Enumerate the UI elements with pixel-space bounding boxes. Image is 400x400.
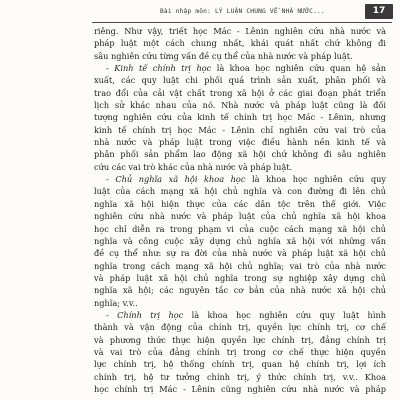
- text-line: riêng. Như vậy, triết học Mác - Lênin nghiên cứu nhà nước và: [94, 26, 386, 36]
- line-text: là khoa học nghiên cứu quy: [245, 174, 386, 185]
- text-line: nghĩa xã hội; các nguyên tắc cơ bản của nhà nước xã hội chủ: [94, 285, 386, 296]
- text-line: tượng nghiên cứu của kinh tế chính trị học Mác - Lênin, nhưng: [94, 112, 386, 123]
- text-line: - Chính trị học là khoa học nghiên cứu quy luật hình: [106, 309, 386, 320]
- text-line: cứu các vai trò khác của nhà nước và pháp luật.: [94, 161, 293, 172]
- text-line: phân phối sản phẩm lao động xã hội chứ không đi sâu nghiên: [94, 149, 386, 160]
- text-line: trao đổi của cải vật chất trong xã hội ở các giai đoạn phát triển: [94, 87, 386, 98]
- defined-term: Kinh tế chính trị học: [114, 63, 212, 74]
- text-line: học chỉ diễn ra trong phạm vi của cuộc cách mạng xã hội chủ: [94, 223, 386, 234]
- text-line: và phương thức thực hiện quyền lực chính trị, đảng chính trị: [94, 334, 386, 345]
- paragraph: [94, 25, 386, 62]
- text-line: học chính trị Mác - Lênin cũng nghiên cứu nhà nước và pháp: [94, 383, 386, 394]
- paragraph: [94, 173, 386, 309]
- page-number: 17: [365, 4, 393, 19]
- text-line: chính trị, hệ tư tưởng chính trị, ý thức chính trị, v.v.. Khoa: [94, 371, 386, 382]
- paragraph: [94, 62, 386, 173]
- line-text: là khoa học nghiên cứu quan hệ sản: [211, 63, 386, 74]
- page-header: [0, 2, 400, 22]
- text-line: thành và vận động của chính trị, quyền lực chính trị, cơ chế: [94, 322, 386, 333]
- text-line: - Chủ nghĩa xã hội khoa học là khoa học nghiên cứu quy: [106, 174, 386, 185]
- text-line: lực chính trị, hệ thống chính trị, quan hệ chính trị, lợi ích: [94, 359, 386, 370]
- text-line: pháp luật một cách chung nhất, khái quát nhất chứ không đi: [94, 38, 386, 49]
- text-line: nghĩa và công cuộc xây dựng chủ nghĩa xã hội với những vấn: [94, 235, 386, 246]
- text-line: đề cụ thể như: sự ra đời của nhà nước và pháp luật xã hội chủ: [94, 248, 386, 259]
- paragraph: [94, 309, 386, 395]
- text-line: và pháp luật xã hội chủ nghĩa trong sự nghiệp xây dựng chủ: [94, 272, 386, 283]
- text-line: sâu nghiên cứu từng vấn đề cụ thể của nhà nước và pháp luật.: [94, 50, 353, 61]
- defined-term: Chủ nghĩa xã hội khoa học: [115, 174, 246, 185]
- text-line: lịch sử khác nhau của nó. Nhà nước và pháp luật cũng là đối: [94, 100, 386, 111]
- text-line: - Kinh tế chính trị học là khoa học nghiên cứu quan hệ sản: [106, 63, 386, 74]
- text-line: nghĩa xã hội hiện thực của các dân tộc trên thế giới. Việc: [94, 198, 386, 209]
- page-body: [94, 25, 386, 395]
- text-line: luật của cách mạng xã hội chủ nghĩa và con đường đi lên chủ: [94, 186, 386, 197]
- text-line: nghiên cứu nhà nước và pháp luật của chủ nghĩa xã hội khoa: [94, 211, 386, 222]
- text-line: kinh tế chính trị học Mác - Lênin chỉ nghiên cứu vai trò của: [94, 124, 386, 135]
- text-line: nhà nước và pháp luật trong việc điều hành nền kinh tế và: [94, 137, 386, 148]
- text-line: và vai trò của đảng chính trị trong cơ chế thực hiện quyền: [94, 346, 386, 357]
- running-title: Bài nhập môn: LÝ LUẬN CHUNG VỀ NHÀ NƯỚC...: [160, 8, 325, 15]
- text-line: xuất, các quy luật chi phối quá trình sản xuất, phân phối và: [94, 75, 386, 86]
- defined-term: Chính trị học: [117, 309, 184, 320]
- header-rule: [92, 22, 392, 23]
- line-text: là khoa học nghiên cứu quy luật hình: [183, 309, 386, 320]
- text-line: nghĩa trong cách mạng xã hội chủ nghĩa; vai trò của nhà nước: [94, 260, 386, 271]
- text-line: nghĩa; v.v..: [94, 297, 138, 308]
